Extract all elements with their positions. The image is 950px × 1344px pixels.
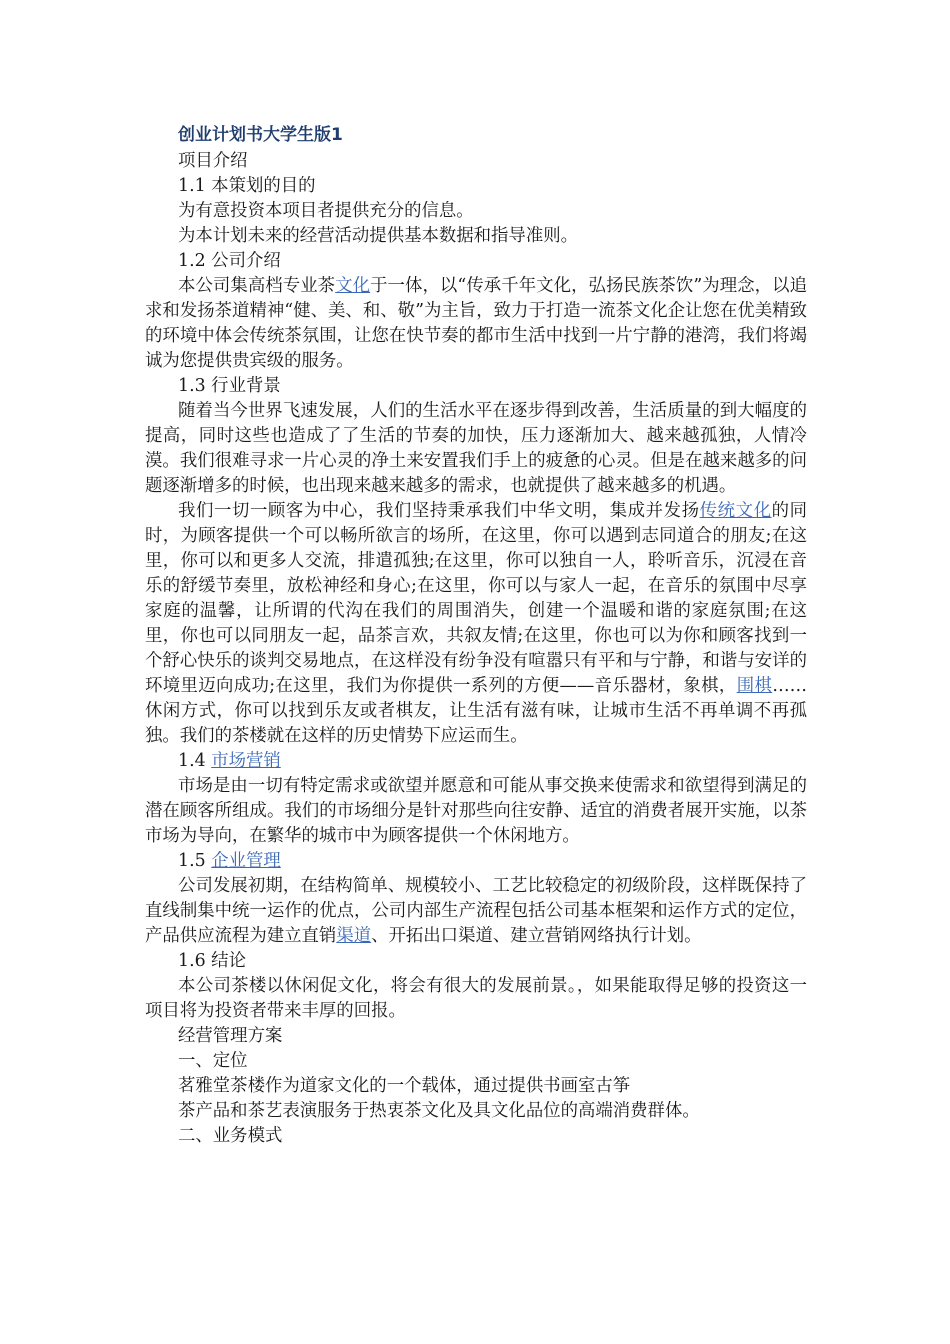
document-title: 创业计划书大学生版1	[178, 125, 343, 145]
section-1-5-paragraph	[145, 874, 807, 949]
section-1-3-heading: 1.3 行业背景	[178, 376, 281, 396]
section-1-6-heading: 1.6 结论	[178, 951, 246, 971]
heading-number: 1.4	[178, 751, 212, 771]
section-1-1-line-1: 为有意投资本项目者提供充分的信息。	[178, 201, 474, 221]
heading-number: 1.5	[178, 851, 212, 871]
section-1-1-line-2: 为本计划未来的经营活动提供基本数据和指导准则。	[178, 226, 578, 246]
section-1-1-heading: 1.1 本策划的目的	[178, 176, 316, 196]
intro-heading: 项目介绍	[178, 151, 248, 171]
text-span: ……休闲方式，你可以找到乐友或者棋友，让生活有滋有味，让城市生活不再单调不再孤独。我们的茶楼就在这样的历史情势下应运而生。	[145, 676, 807, 746]
link-traditional-culture[interactable]: 传统文化	[699, 501, 772, 521]
section-1-3-paragraph-1: 随着当今世界飞速发展，人们的生活水平在逐步得到改善，生活质量的到大幅度的提高，同时这些也造成了了生活的节奏的加快，压力逐渐加大、越来越孤独，人情冷漠。我们很难寻求一片心灵的净土来安置我们手上的疲惫的心灵。但是在越来越多的问题逐渐增多的时候，也出现来越来越多的需求，也就提供了越来越多的机遇。	[145, 401, 807, 496]
section-1-2-heading: 1.2 公司介绍	[178, 251, 281, 271]
text-span: 本公司集高档专业茶	[178, 276, 336, 296]
section-1-4-heading	[145, 749, 807, 774]
plan-subheading-positioning: 一、定位	[178, 1051, 248, 1071]
text-span: 、开拓出口渠道、建立营销网络执行计划。	[371, 926, 702, 946]
link-marketing[interactable]: 市场营销	[211, 751, 281, 771]
text-span: 公司发展初期，在结构简单、规模较小、工艺比较稳定的初级阶段，这样既保持了直线制集中统一运作的优点，公司内部生产流程包括公司基本框架和运作方式的定位，产品供应流程为建立直销	[145, 876, 807, 946]
text-span: 于一体，以“传承千年文化，弘扬民族茶饮”为理念，以追求和发扬茶道精神“健、美、和、敬”为主旨，致力于打造一流茶文化企让您在优美精致的环境中体会传统茶氛围，让您在快节奏的都市生活中找到一片宁静的港湾，我们将竭诚为您提供贵宾级的服务。	[145, 276, 807, 371]
plan-line-2: 茶产品和茶艺表演服务于热衷茶文化及具文化品位的高端消费群体。	[178, 1101, 700, 1121]
link-culture[interactable]: 文化	[335, 276, 371, 296]
plan-subheading-business-model: 二、业务模式	[178, 1126, 283, 1146]
link-enterprise-management[interactable]: 企业管理	[211, 851, 281, 871]
section-1-4-paragraph: 市场是由一切有特定需求或欲望并愿意和可能从事交换来使需求和欲望得到满足的潜在顾客所组成。我们的市场细分是针对那些向往安静、适宜的消费者展开实施，以茶市场为导向，在繁华的城市中为顾客提供一个休闲地方。	[145, 776, 807, 846]
section-1-6-paragraph: 本公司茶楼以休闲促文化，将会有很大的发展前景。，如果能取得足够的投资这一项目将为投资者带来丰厚的回报。	[145, 976, 807, 1021]
plan-heading: 经营管理方案	[178, 1026, 283, 1046]
section-1-3-paragraph-2	[145, 499, 807, 749]
link-go-game[interactable]: 围棋	[736, 676, 773, 696]
section-1-2-paragraph	[145, 274, 807, 374]
text-span: 的同时，为顾客提供一个可以畅所欲言的场所，在这里，你可以遇到志同道合的朋友;在这里，你可以和更多人交流，排遣孤独;在这里，你可以独自一人，聆听音乐，沉浸在音乐的舒缓节奏里，放松神经和身心;在这里，你可以与家人一起，在音乐的氛围中尽享家庭的温馨，让所谓的代沟在我们的周围消失，创建一个温暖和谐的家庭氛围;在这里，你也可以同朋友一起，品茶言欢，共叙友情;在这里，你也可以为你和顾客找到一个舒心快乐的谈判交易地点，在这样没有纷争没有喧嚣只有平和与宁静，和谐与安详的环境里迈向成功;在这里，我们为你提供一系列的方便——音乐器材，象棋，	[145, 501, 807, 696]
link-channel[interactable]: 渠道	[336, 926, 372, 946]
text-span: 我们一切一顾客为中心，我们坚持秉承我们中华文明，集成并发扬	[178, 501, 700, 521]
section-1-5-heading	[145, 849, 807, 874]
plan-line-1: 茗雅堂茶楼作为道家文化的一个载体，通过提供书画室古筝	[178, 1076, 631, 1096]
document-body	[145, 122, 807, 1149]
